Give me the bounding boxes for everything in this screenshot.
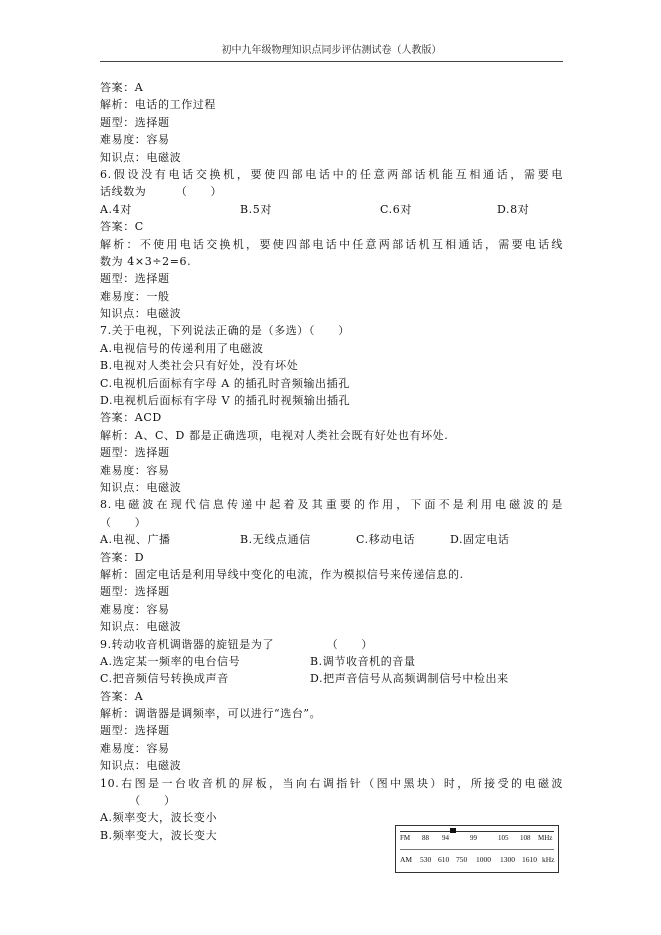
fm-unit: MHz — [538, 834, 553, 842]
option-item: A.4对 — [100, 202, 132, 216]
text-line: 难易度：一般 — [100, 289, 170, 303]
option-item: A.电视、广播 — [100, 533, 171, 547]
text-line: （ ） — [100, 515, 147, 529]
text-line: 知识点：电磁波 — [100, 480, 182, 494]
am-value: 530 — [420, 855, 432, 864]
am-value: 610 — [438, 855, 450, 864]
text-line: 6.假设没有电话交换机，要使四部电话中的任意两部话机能互相通话，需要电 — [100, 167, 563, 181]
text-line: 题型：选择题 — [100, 272, 170, 286]
text-line: 10.右图是一台收音机的屏板，当向右调指针（图中黑块）时，所接受的电磁波 — [100, 776, 563, 790]
fm-value: 94 — [442, 834, 449, 842]
text-line: 答案：ACD — [100, 411, 162, 425]
option-item: C.6对 — [380, 202, 412, 216]
text-line: 数为 4×3÷2=6. — [100, 254, 192, 268]
text-line: 解析：A、C、D 都是正确选项，电视对人类社会既有好处也有坏处. — [100, 428, 449, 442]
text-line: 知识点：电磁波 — [100, 307, 182, 321]
option-item: C.移动电话 — [356, 533, 416, 547]
text-line: 解析：调谐器是调频率，可以进行“选台”。 — [100, 707, 322, 721]
text-line: 答案：D — [100, 550, 145, 564]
fm-value: 99 — [470, 834, 477, 842]
text-line: 9.转动收音机调谐器的旋钮是为了 （ ） — [100, 637, 373, 651]
fm-value: 105 — [498, 834, 509, 842]
text-line: 题型：选择题 — [100, 585, 170, 599]
text-line: 答案：C — [100, 220, 144, 234]
text-line: 解析：固定电话是利用导线中变化的电流，作为模拟信号来传递信息的. — [100, 567, 464, 581]
option-item: B.调节收音机的音量 — [310, 654, 416, 668]
options-row — [100, 670, 563, 687]
header-divider — [100, 61, 563, 62]
options-row — [100, 653, 563, 670]
am-value: 750 — [456, 855, 468, 864]
text-line: 答案：A — [100, 81, 144, 94]
text-line: 知识点：电磁波 — [100, 150, 182, 164]
options-row — [100, 201, 563, 218]
am-value: 1300 — [500, 855, 515, 864]
text-line: 题型：选择题 — [100, 446, 170, 460]
text-line: 知识点：电磁波 — [100, 759, 182, 773]
text-line: 知识点：电磁波 — [100, 620, 182, 634]
text-line: （ ） — [100, 794, 176, 808]
text-line: 话线数为 （ ） — [100, 185, 223, 199]
text-line: 题型：选择题 — [100, 724, 170, 738]
dial-pointer — [450, 828, 456, 833]
text-line: 难易度：容易 — [100, 133, 170, 147]
text-line: 解析：电话的工作过程 — [100, 98, 216, 112]
option-item: D.固定电话 — [450, 533, 510, 547]
fm-label: FM — [400, 834, 411, 842]
am-label: AM — [400, 855, 413, 864]
fm-value: 88 — [422, 834, 429, 842]
text-line: 7.关于电视，下列说法正确的是（多选）（ ） — [100, 324, 350, 338]
text-line: 难易度：容易 — [100, 602, 170, 616]
text-line: A.频率变大，波长变小 — [100, 811, 218, 825]
option-item: B.无线点通信 — [240, 533, 311, 547]
text-line: 难易度：容易 — [100, 741, 170, 755]
text-line: 解析：不使用电话交换机，要使四部电话中任意两部话机互相通话，需要电话线 — [100, 237, 563, 251]
text-line: 题型：选择题 — [100, 115, 170, 129]
document-body — [100, 79, 563, 844]
am-value: 1000 — [476, 855, 491, 864]
dial-scale-line — [400, 831, 554, 832]
option-item: B.5对 — [240, 202, 272, 216]
text-line: A.电视信号的传递利用了电磁波 — [100, 341, 264, 355]
page-header: 初中九年级物理知识点同步评估测试卷（人教版） — [221, 45, 442, 56]
radio-dial-figure — [395, 825, 559, 873]
option-item: C.把音频信号转换成声音 — [100, 672, 229, 686]
text-line: B.频率变大，波长变大 — [100, 828, 218, 842]
text-line: 难易度：容易 — [100, 463, 170, 477]
text-line: D.电视机后面标有字母 V 的插孔时视频输出插孔 — [100, 394, 351, 408]
text-line: C.电视机后面标有字母 A 的插孔时音频输出插孔 — [100, 376, 350, 390]
option-item: A.选定某一频率的电台信号 — [100, 654, 241, 668]
dial-divider — [400, 849, 554, 850]
fm-value: 108 — [520, 834, 531, 842]
am-value: 1610 — [522, 855, 537, 864]
am-unit: kHz — [542, 855, 555, 864]
text-line: 8.电磁波在现代信息传递中起着及其重要的作用，下面不是利用电磁波的是 — [100, 498, 563, 512]
text-line: 答案：A — [100, 689, 144, 703]
option-item: D.8对 — [497, 202, 530, 216]
text-line: B.电视对人类社会只有好处，没有坏处 — [100, 359, 299, 373]
options-row — [100, 531, 563, 548]
option-item: D.把声音信号从高频调制信号中检出来 — [310, 672, 509, 686]
